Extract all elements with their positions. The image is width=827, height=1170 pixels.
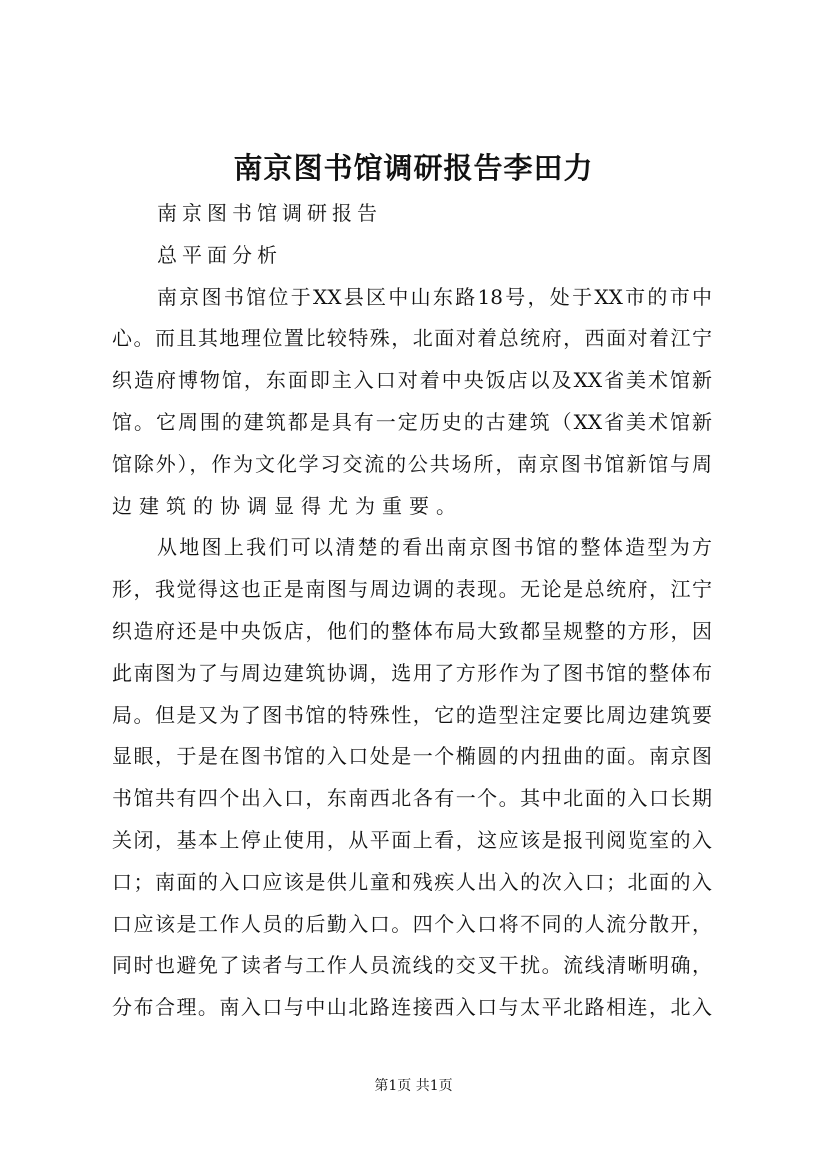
paragraph-line: 形，我觉得这也正是南图与周边调的表现。无论是总统府，江宁 bbox=[112, 577, 712, 602]
paragraph-line: 从地图上我们可以清楚的看出南京图书馆的整体造型为方 bbox=[157, 535, 712, 560]
paragraph-line: 此南图为了与周边建筑协调，选用了方形作为了图书馆的整体布 bbox=[112, 660, 712, 685]
paragraph-line: 口；南面的入口应该是供儿童和残疾人出入的次入口；北面的入 bbox=[112, 869, 712, 894]
page-footer: 第1页 共1页 bbox=[374, 1078, 453, 1094]
paragraph-line: 书馆共有四个出入口，东南西北各有一个。其中北面的入口长期 bbox=[112, 786, 712, 811]
paragraph-line: 局。但是又为了图书馆的特殊性，它的造型注定要比周边建筑要 bbox=[112, 702, 712, 727]
paragraph-line: 显眼，于是在图书馆的入口处是一个椭圆的内扭曲的面。南京图 bbox=[112, 744, 712, 769]
paragraph-line: 口应该是工作人员的后勤入口。四个入口将不同的人流分散开， bbox=[112, 911, 712, 936]
paragraphs bbox=[112, 277, 712, 1029]
document-body bbox=[112, 193, 712, 1029]
section-heading: 总平面分析 bbox=[157, 242, 282, 267]
paragraph-line: 织造府还是中央饭店，他们的整体布局大致都呈规整的方形，因 bbox=[112, 618, 712, 643]
subtitle: 南京图书馆调研报告 bbox=[157, 201, 382, 225]
paragraph-line: 心。而且其地理位置比较特殊，北面对着总统府，西面对着江宁 bbox=[112, 326, 712, 351]
paragraph-line: 分布合理。南入口与中山北路连接西入口与太平北路相连，北入 bbox=[112, 995, 712, 1020]
paragraph-line: 织造府博物馆，东面即主入口对着中央饭店以及XX省美术馆新 bbox=[112, 368, 712, 393]
paragraph-line: 馆除外），作为文化学习交流的公共场所，南京图书馆新馆与周 bbox=[112, 451, 712, 476]
paragraph-line: 南京图书馆位于XX县区中山东路18号，处于XX市的市中 bbox=[157, 284, 712, 309]
paragraph-line: 同时也避免了读者与工作人员流线的交叉干扰。流线清晰明确， bbox=[112, 953, 712, 978]
paragraph-line: 边建筑的协调显得尤为重要。 bbox=[112, 493, 463, 518]
document-title: 南京图书馆调研报告李田力 bbox=[233, 151, 594, 185]
paragraph-line: 关闭，基本上停止使用，从平面上看，这应该是报刊阅览室的入 bbox=[112, 827, 712, 852]
paragraph-line: 馆。它周围的建筑都是具有一定历史的古建筑（XX省美术馆新 bbox=[112, 409, 712, 434]
